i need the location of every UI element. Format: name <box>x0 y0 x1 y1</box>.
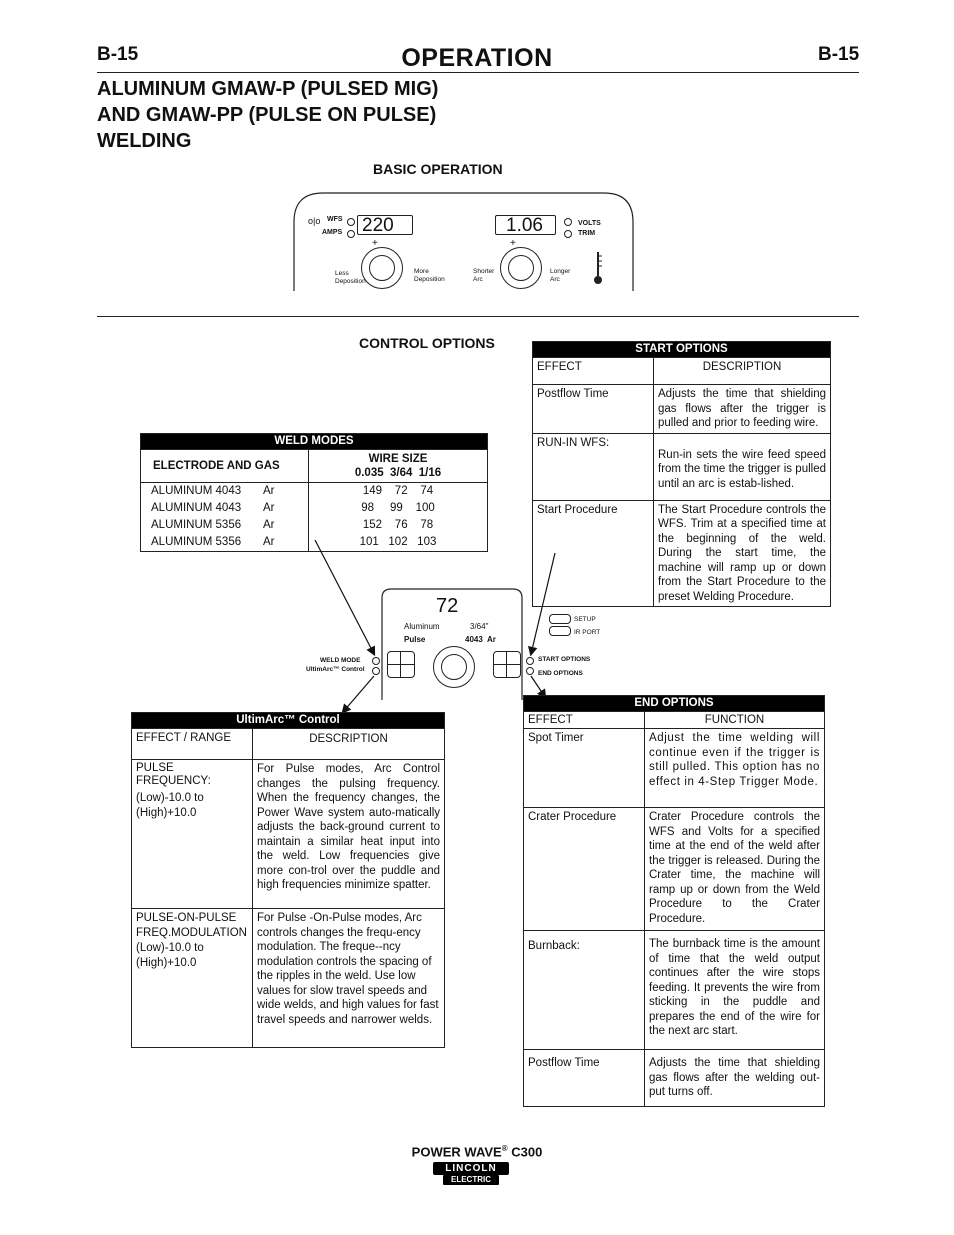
table-row: Spot Timer Adjust the time welding will continue even if the trigger is still pulled. This option has no effect in 4-Step Trigger Mode. <box>524 729 825 808</box>
weld-mode-label: WELD MODE <box>320 657 361 664</box>
knob-center-icon <box>441 654 467 680</box>
ultimarc-col-description: DESCRIPTION <box>253 729 445 760</box>
table-row: PULSE-ON-PULSE FREQ.MODULATION (Low)-10.0 to (High)+10.0 For Pulse -On-Pulse modes, Arc controls changes the frequ-ency modulation. The freque--ncy modulation controls the spacing of the ripples in the weld. Use low values for slow travel speeds and wide welds, and high values for fast travel speeds and narrower welds. <box>132 909 445 1048</box>
table-row: Crater Procedure Crater Procedure controls the WFS and Volts for a specified time at the end of the weld after the trigger is released. During the Crater time, the machine will ramp up or down from the Weld Procedure to the Crater Procedure. <box>524 808 825 931</box>
less-deposition-label: Less Deposition <box>335 270 366 285</box>
start-col-effect: EFFECT <box>533 358 654 385</box>
end-options-title: END OPTIONS <box>524 696 825 712</box>
end-options-led-icon <box>526 667 534 675</box>
volts-label: VOLTS <box>578 220 601 227</box>
weld-modes-title: WELD MODES <box>141 434 488 450</box>
table-row: PULSE FREQUENCY: (Low)-10.0 to (High)+10.0 For Pulse modes, Arc Control changes the pulsing frequency. When the frequency changes, the Power Wave system auto-matically adjusts the back-ground current to maintain a similar heat input into the weld. Low frequencies give more con-trol over the puddle and high frequencies minimize spatter. <box>132 760 445 909</box>
wfs-label: WFS <box>327 216 343 223</box>
weld-modes-col-wire: WIRE SIZE 0.035 3/64 1/16 <box>309 450 488 483</box>
table-row: ALUMINUM 5356 Ar 101 102 103 <box>141 534 488 552</box>
table-row: RUN-IN WFS: Run-in sets the wire feed speed from the time the trigger is pulled until an arc is estab-lished. <box>533 433 831 500</box>
ultimarc-title: UltimArc™ Control <box>132 713 445 729</box>
table-row: ALUMINUM 4043 Ar 98 99 100 <box>141 500 488 517</box>
display-mode: Pulse <box>404 635 426 644</box>
control-display <box>396 596 500 648</box>
weld-modes-col-electrode: ELECTRODE AND GAS <box>141 450 309 483</box>
amps-label: AMPS <box>322 229 343 236</box>
trim-label: TRIM <box>578 230 596 237</box>
ultimarc-table <box>131 712 445 1048</box>
display-value: 72 <box>436 595 459 617</box>
start-col-description: DESCRIPTION <box>654 358 831 385</box>
basic-operation-heading: BASIC OPERATION <box>373 161 503 177</box>
display-wire-size: 3/64" <box>470 622 489 631</box>
display-electrode-gas: 4043 Ar <box>465 635 496 644</box>
ir-port-icon <box>549 626 571 636</box>
plus-sign-left: + <box>372 238 378 249</box>
footer-product: POWER WAVE® C300 <box>411 1144 543 1160</box>
right-display: 1.06 <box>495 215 556 235</box>
plus-sign-right: + <box>510 238 516 249</box>
end-options-label: END OPTIONS <box>538 670 583 677</box>
ir-port-label: IR PORT <box>574 629 601 636</box>
start-options-led-icon <box>526 657 534 665</box>
page-code-right: B-15 <box>818 44 860 65</box>
control-options-heading: CONTROL OPTIONS <box>359 335 495 351</box>
end-col-effect: EFFECT <box>524 712 645 729</box>
end-options-table <box>523 695 825 1107</box>
table-row: ALUMINUM 5356 Ar 152 76 78 <box>141 517 488 534</box>
page-code-left: B-15 <box>97 44 139 65</box>
table-row: Burnback: The burnback time is the amount of time that the weld output continues after the wire stops feeding. It prevents the wire from sticking in the puddle and prepares the end of the wire for the next arc start. <box>524 931 825 1050</box>
section-title: OPERATION <box>401 44 553 72</box>
page-title: ALUMINUM GMAW-P (PULSED MIG) AND GMAW-PP (PULSE ON PULSE) WELDING <box>97 78 439 152</box>
ultimarc-label: UltimArc™ Control <box>306 666 365 673</box>
table-row: ALUMINUM 4043 Ar 149 72 74 <box>141 483 488 501</box>
setup-button[interactable] <box>549 614 571 624</box>
ultimarc-led-icon <box>372 667 380 675</box>
control-knob[interactable] <box>433 646 475 688</box>
start-options-label: START OPTIONS <box>538 656 591 663</box>
ultimarc-col-effect: EFFECT / RANGE <box>132 729 253 760</box>
lincoln-logo: LINCOLN ELECTRIC <box>433 1162 509 1187</box>
longer-arc-label: Longer Arc <box>550 268 571 283</box>
table-row: Postflow Time Adjusts the time that shielding gas flows after the trigger is pulled and prior to feeding wire. <box>533 385 831 434</box>
end-col-function: FUNCTION <box>645 712 825 729</box>
right-select-button[interactable] <box>493 651 521 678</box>
display-material: Aluminum <box>404 622 440 631</box>
left-select-button[interactable] <box>387 651 415 678</box>
weld-mode-led-icon <box>372 657 380 665</box>
toggle-icon: o|o <box>308 216 321 226</box>
table-row: Start Procedure The Start Procedure controls the WFS. Trim at a specified time at the beginning of the weld. During the start time, the machine will ramp up or down from the Start Procedure to the preset Welding Procedure. <box>533 500 831 607</box>
setup-label: SETUP <box>574 616 596 623</box>
more-deposition-label: More Deposition <box>414 268 445 283</box>
start-options-title: START OPTIONS <box>533 342 831 358</box>
left-display: 220 <box>357 215 413 235</box>
shorter-arc-label: Shorter Arc <box>473 268 495 283</box>
table-row: Postflow Time Adjusts the time that shielding gas flows after the welding out-put turns off. <box>524 1050 825 1107</box>
